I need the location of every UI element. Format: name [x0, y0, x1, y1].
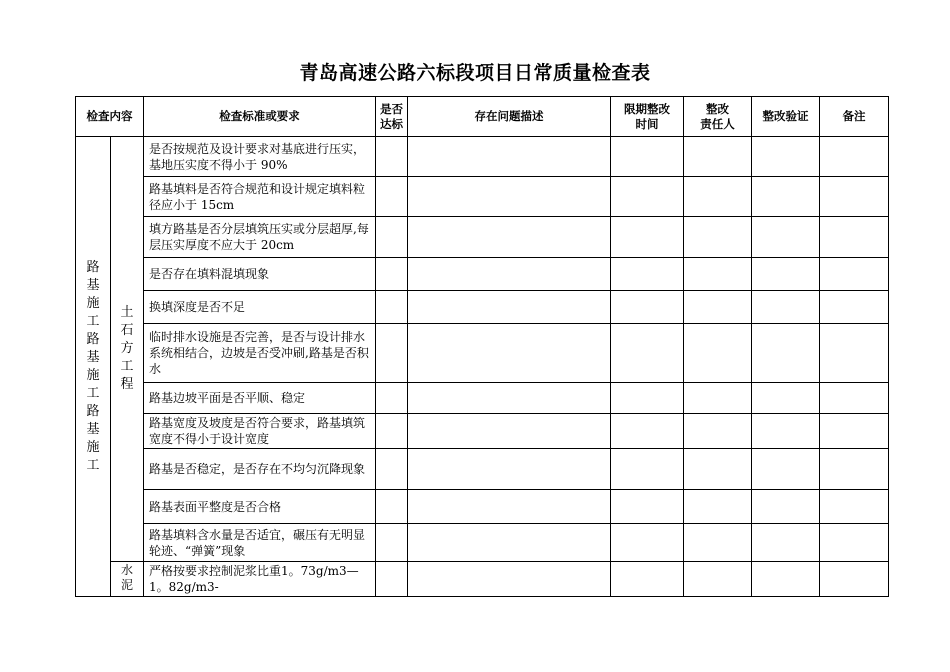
responsible-cell[interactable]: [684, 217, 752, 258]
compliant-cell[interactable]: [376, 524, 408, 562]
responsible-cell[interactable]: [684, 291, 752, 324]
header-standard: 检查标准或要求: [144, 97, 376, 137]
verification-cell[interactable]: [752, 414, 820, 449]
requirement-cell: 换填深度是否不足: [144, 291, 376, 324]
table-row: [76, 324, 889, 383]
compliant-cell[interactable]: [376, 324, 408, 383]
table-row: [76, 524, 889, 562]
table-row: [76, 217, 889, 258]
problem-cell[interactable]: [408, 177, 611, 217]
verification-cell[interactable]: [752, 324, 820, 383]
header-check-content: 检查内容: [76, 97, 144, 137]
deadline-cell[interactable]: [611, 490, 684, 524]
requirement-cell: 路基宽度及坡度是否符合要求，路基填筑宽度不得小于设计宽度: [144, 414, 376, 449]
responsible-cell[interactable]: [684, 324, 752, 383]
requirement-cell: 路基填料是否符合规范和设计规定填料粒径应小于 15cm: [144, 177, 376, 217]
deadline-cell[interactable]: [611, 217, 684, 258]
problem-cell[interactable]: [408, 137, 611, 177]
verification-cell[interactable]: [752, 177, 820, 217]
deadline-cell[interactable]: [611, 414, 684, 449]
verification-cell[interactable]: [752, 383, 820, 414]
problem-cell[interactable]: [408, 383, 611, 414]
deadline-cell[interactable]: [611, 258, 684, 291]
header-row: [76, 97, 889, 137]
requirement-cell: 路基边坡平面是否平顺、稳定: [144, 383, 376, 414]
remarks-cell[interactable]: [820, 324, 889, 383]
problem-cell[interactable]: [408, 524, 611, 562]
header-remarks: 备注: [820, 97, 889, 137]
remarks-cell[interactable]: [820, 524, 889, 562]
table-row: [76, 137, 889, 177]
verification-cell[interactable]: [752, 562, 820, 597]
requirement-cell: 是否按规范及设计要求对基底进行压实，基地压实度不得小于 90%: [144, 137, 376, 177]
problem-cell[interactable]: [408, 217, 611, 258]
verification-cell[interactable]: [752, 217, 820, 258]
deadline-cell[interactable]: [611, 177, 684, 217]
remarks-cell[interactable]: [820, 258, 889, 291]
table-row: [76, 414, 889, 449]
header-responsible: 整改 责任人: [684, 97, 752, 137]
category-label: 路基施工路基施工路基施工: [86, 259, 100, 473]
table-row: [76, 291, 889, 324]
deadline-cell[interactable]: [611, 291, 684, 324]
deadline-cell[interactable]: [611, 449, 684, 490]
category-cell: [76, 137, 111, 597]
deadline-cell[interactable]: [611, 137, 684, 177]
subcategory2-label: 水泥: [120, 563, 133, 592]
verification-cell[interactable]: [752, 137, 820, 177]
requirement-cell: 是否存在填料混填现象: [144, 258, 376, 291]
problem-cell[interactable]: [408, 414, 611, 449]
compliant-cell[interactable]: [376, 562, 408, 597]
responsible-cell[interactable]: [684, 490, 752, 524]
table-row: [76, 258, 889, 291]
problem-cell[interactable]: [408, 291, 611, 324]
compliant-cell[interactable]: [376, 177, 408, 217]
verification-cell[interactable]: [752, 449, 820, 490]
deadline-cell[interactable]: [611, 324, 684, 383]
verification-cell[interactable]: [752, 258, 820, 291]
requirement-cell: 临时排水设施是否完善，是否与设计排水系统相结合，边坡是否受冲刷,路基是否积水: [144, 324, 376, 383]
compliant-cell[interactable]: [376, 258, 408, 291]
compliant-cell[interactable]: [376, 217, 408, 258]
table-row: [76, 177, 889, 217]
responsible-cell[interactable]: [684, 258, 752, 291]
subcategory2-cell: [111, 562, 144, 597]
table-row: [76, 562, 889, 597]
compliant-cell[interactable]: [376, 490, 408, 524]
responsible-cell[interactable]: [684, 177, 752, 217]
remarks-cell[interactable]: [820, 414, 889, 449]
responsible-cell[interactable]: [684, 524, 752, 562]
remarks-cell[interactable]: [820, 562, 889, 597]
table-row: [76, 449, 889, 490]
compliant-cell[interactable]: [376, 137, 408, 177]
deadline-cell[interactable]: [611, 562, 684, 597]
requirement-cell: 路基是否稳定，是否存在不均匀沉降现象: [144, 449, 376, 490]
problem-cell[interactable]: [408, 562, 611, 597]
deadline-cell[interactable]: [611, 383, 684, 414]
remarks-cell[interactable]: [820, 383, 889, 414]
compliant-cell[interactable]: [376, 449, 408, 490]
verification-cell[interactable]: [752, 291, 820, 324]
remarks-cell[interactable]: [820, 291, 889, 324]
responsible-cell[interactable]: [684, 383, 752, 414]
responsible-cell[interactable]: [684, 449, 752, 490]
responsible-cell[interactable]: [684, 562, 752, 597]
remarks-cell[interactable]: [820, 490, 889, 524]
header-verification: 整改验证: [752, 97, 820, 137]
subcategory-label: 土石方工程: [120, 305, 134, 392]
remarks-cell[interactable]: [820, 217, 889, 258]
responsible-cell[interactable]: [684, 414, 752, 449]
remarks-cell[interactable]: [820, 137, 889, 177]
problem-cell[interactable]: [408, 258, 611, 291]
subcategory-cell: [111, 137, 144, 562]
responsible-cell[interactable]: [684, 137, 752, 177]
table-row: [76, 383, 889, 414]
page-title: 青岛高速公路六标段项目日常质量检查表: [299, 62, 651, 84]
verification-cell[interactable]: [752, 490, 820, 524]
compliant-cell[interactable]: [376, 291, 408, 324]
compliant-cell[interactable]: [376, 383, 408, 414]
header-compliant: 是否 达标: [376, 97, 408, 137]
problem-cell[interactable]: [408, 449, 611, 490]
requirement-cell: 填方路基是否分层填筑压实或分层超厚,每层压实厚度不应大于 20cm: [144, 217, 376, 258]
header-problem: 存在问题描述: [408, 97, 611, 137]
remarks-cell[interactable]: [820, 177, 889, 217]
table-row: [76, 490, 889, 524]
compliant-cell[interactable]: [376, 414, 408, 449]
requirement-cell: 严格按要求控制泥浆比重1。73g/m3—1。82g/m3-: [144, 562, 376, 597]
remarks-cell[interactable]: [820, 449, 889, 490]
deadline-cell[interactable]: [611, 524, 684, 562]
requirement-cell: 路基表面平整度是否合格: [144, 490, 376, 524]
requirement-cell: 路基填料含水量是否适宜，碾压有无明显轮迹、“弹簧”现象: [144, 524, 376, 562]
problem-cell[interactable]: [408, 324, 611, 383]
problem-cell[interactable]: [408, 490, 611, 524]
verification-cell[interactable]: [752, 524, 820, 562]
header-deadline: 限期整改 时间: [611, 97, 684, 137]
quality-check-table: [75, 96, 889, 597]
